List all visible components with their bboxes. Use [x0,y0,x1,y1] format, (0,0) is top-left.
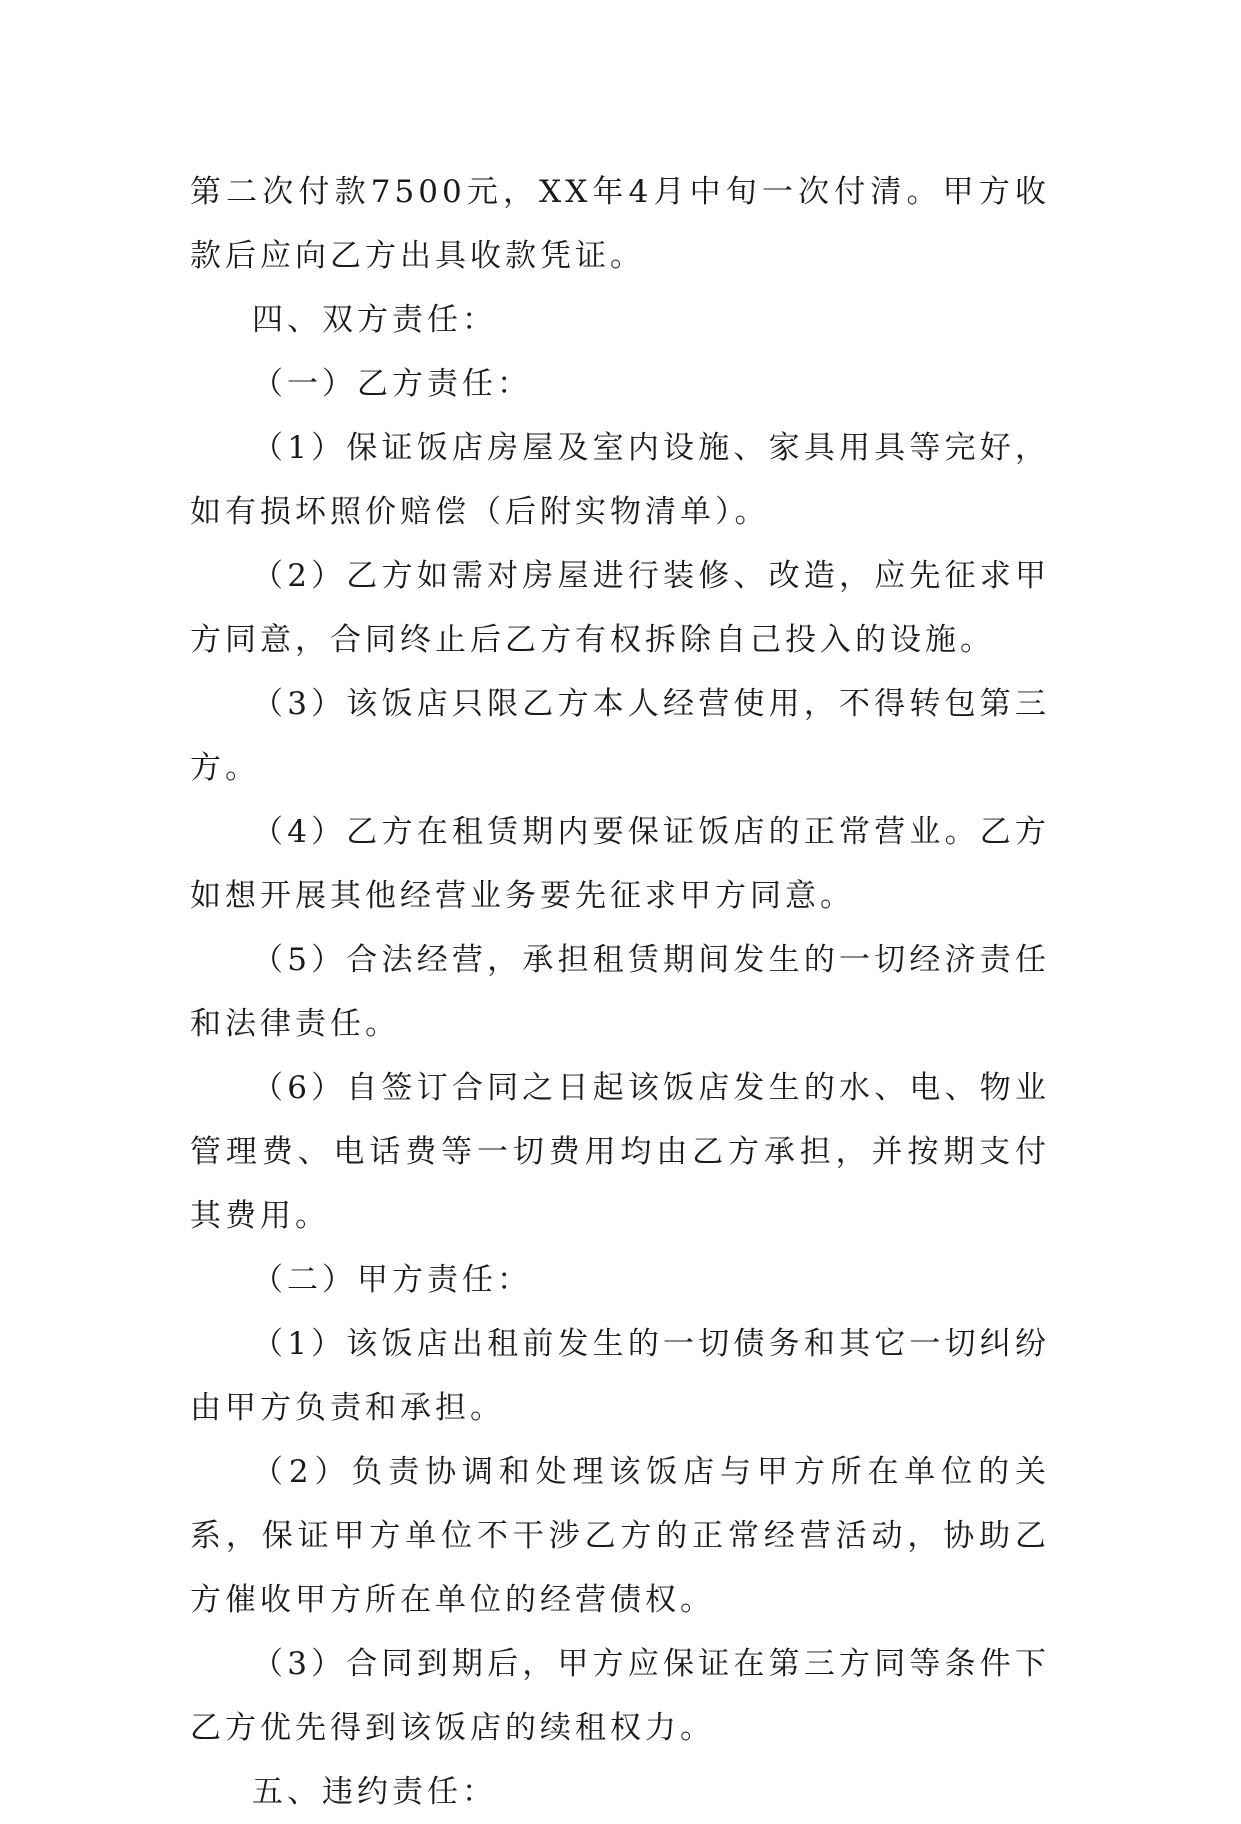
document-body [190,160,1050,1824]
party-a-responsibility-heading: （二）甲方责任： [252,1262,532,1298]
section-4-heading: 四、双方责任： [252,302,497,338]
party-a-clause-1: （1）该饭店出租前发生的一切债务和其它一切纠纷由甲方负责和承担。 [190,1326,1050,1426]
party-b-clause-5: （5）合法经营，承担租赁期间发生的一切经济责任和法律责任。 [190,942,1050,1042]
party-b-clause-2: （2）乙方如需对房屋进行装修、改造，应先征求甲方同意，合同终止后乙方有权拆除自己投入的设施。 [190,558,1050,658]
paragraph-payment-2: 第二次付款7500元，XX年4月中旬一次付清。甲方收款后应向乙方出具收款凭证。 [190,174,1050,274]
party-a-clause-3: （3）合同到期后，甲方应保证在第三方同等条件下乙方优先得到该饭店的续租权力。 [190,1646,1050,1746]
party-b-clause-1: （1）保证饭店房屋及室内设施、家具用具等完好，如有损坏照价赔偿（后附实物清单）。 [190,430,1050,530]
party-b-clause-4: （4）乙方在租赁期内要保证饭店的正常营业。乙方如想开展其他经营业务要先征求甲方同意。 [190,814,1050,914]
party-b-responsibility-heading: （一）乙方责任： [252,366,532,402]
party-b-clause-3: （3）该饭店只限乙方本人经营使用，不得转包第三方。 [190,686,1050,786]
section-5-heading: 五、违约责任： [252,1774,497,1810]
party-a-clause-2: （2）负责协调和处理该饭店与甲方所在单位的关系，保证甲方单位不干涉乙方的正常经营活动，协助乙方催收甲方所在单位的经营债权。 [190,1454,1050,1618]
party-b-clause-6: （6）自签订合同之日起该饭店发生的水、电、物业管理费、电话费等一切费用均由乙方承担，并按期支付其费用。 [190,1070,1050,1234]
